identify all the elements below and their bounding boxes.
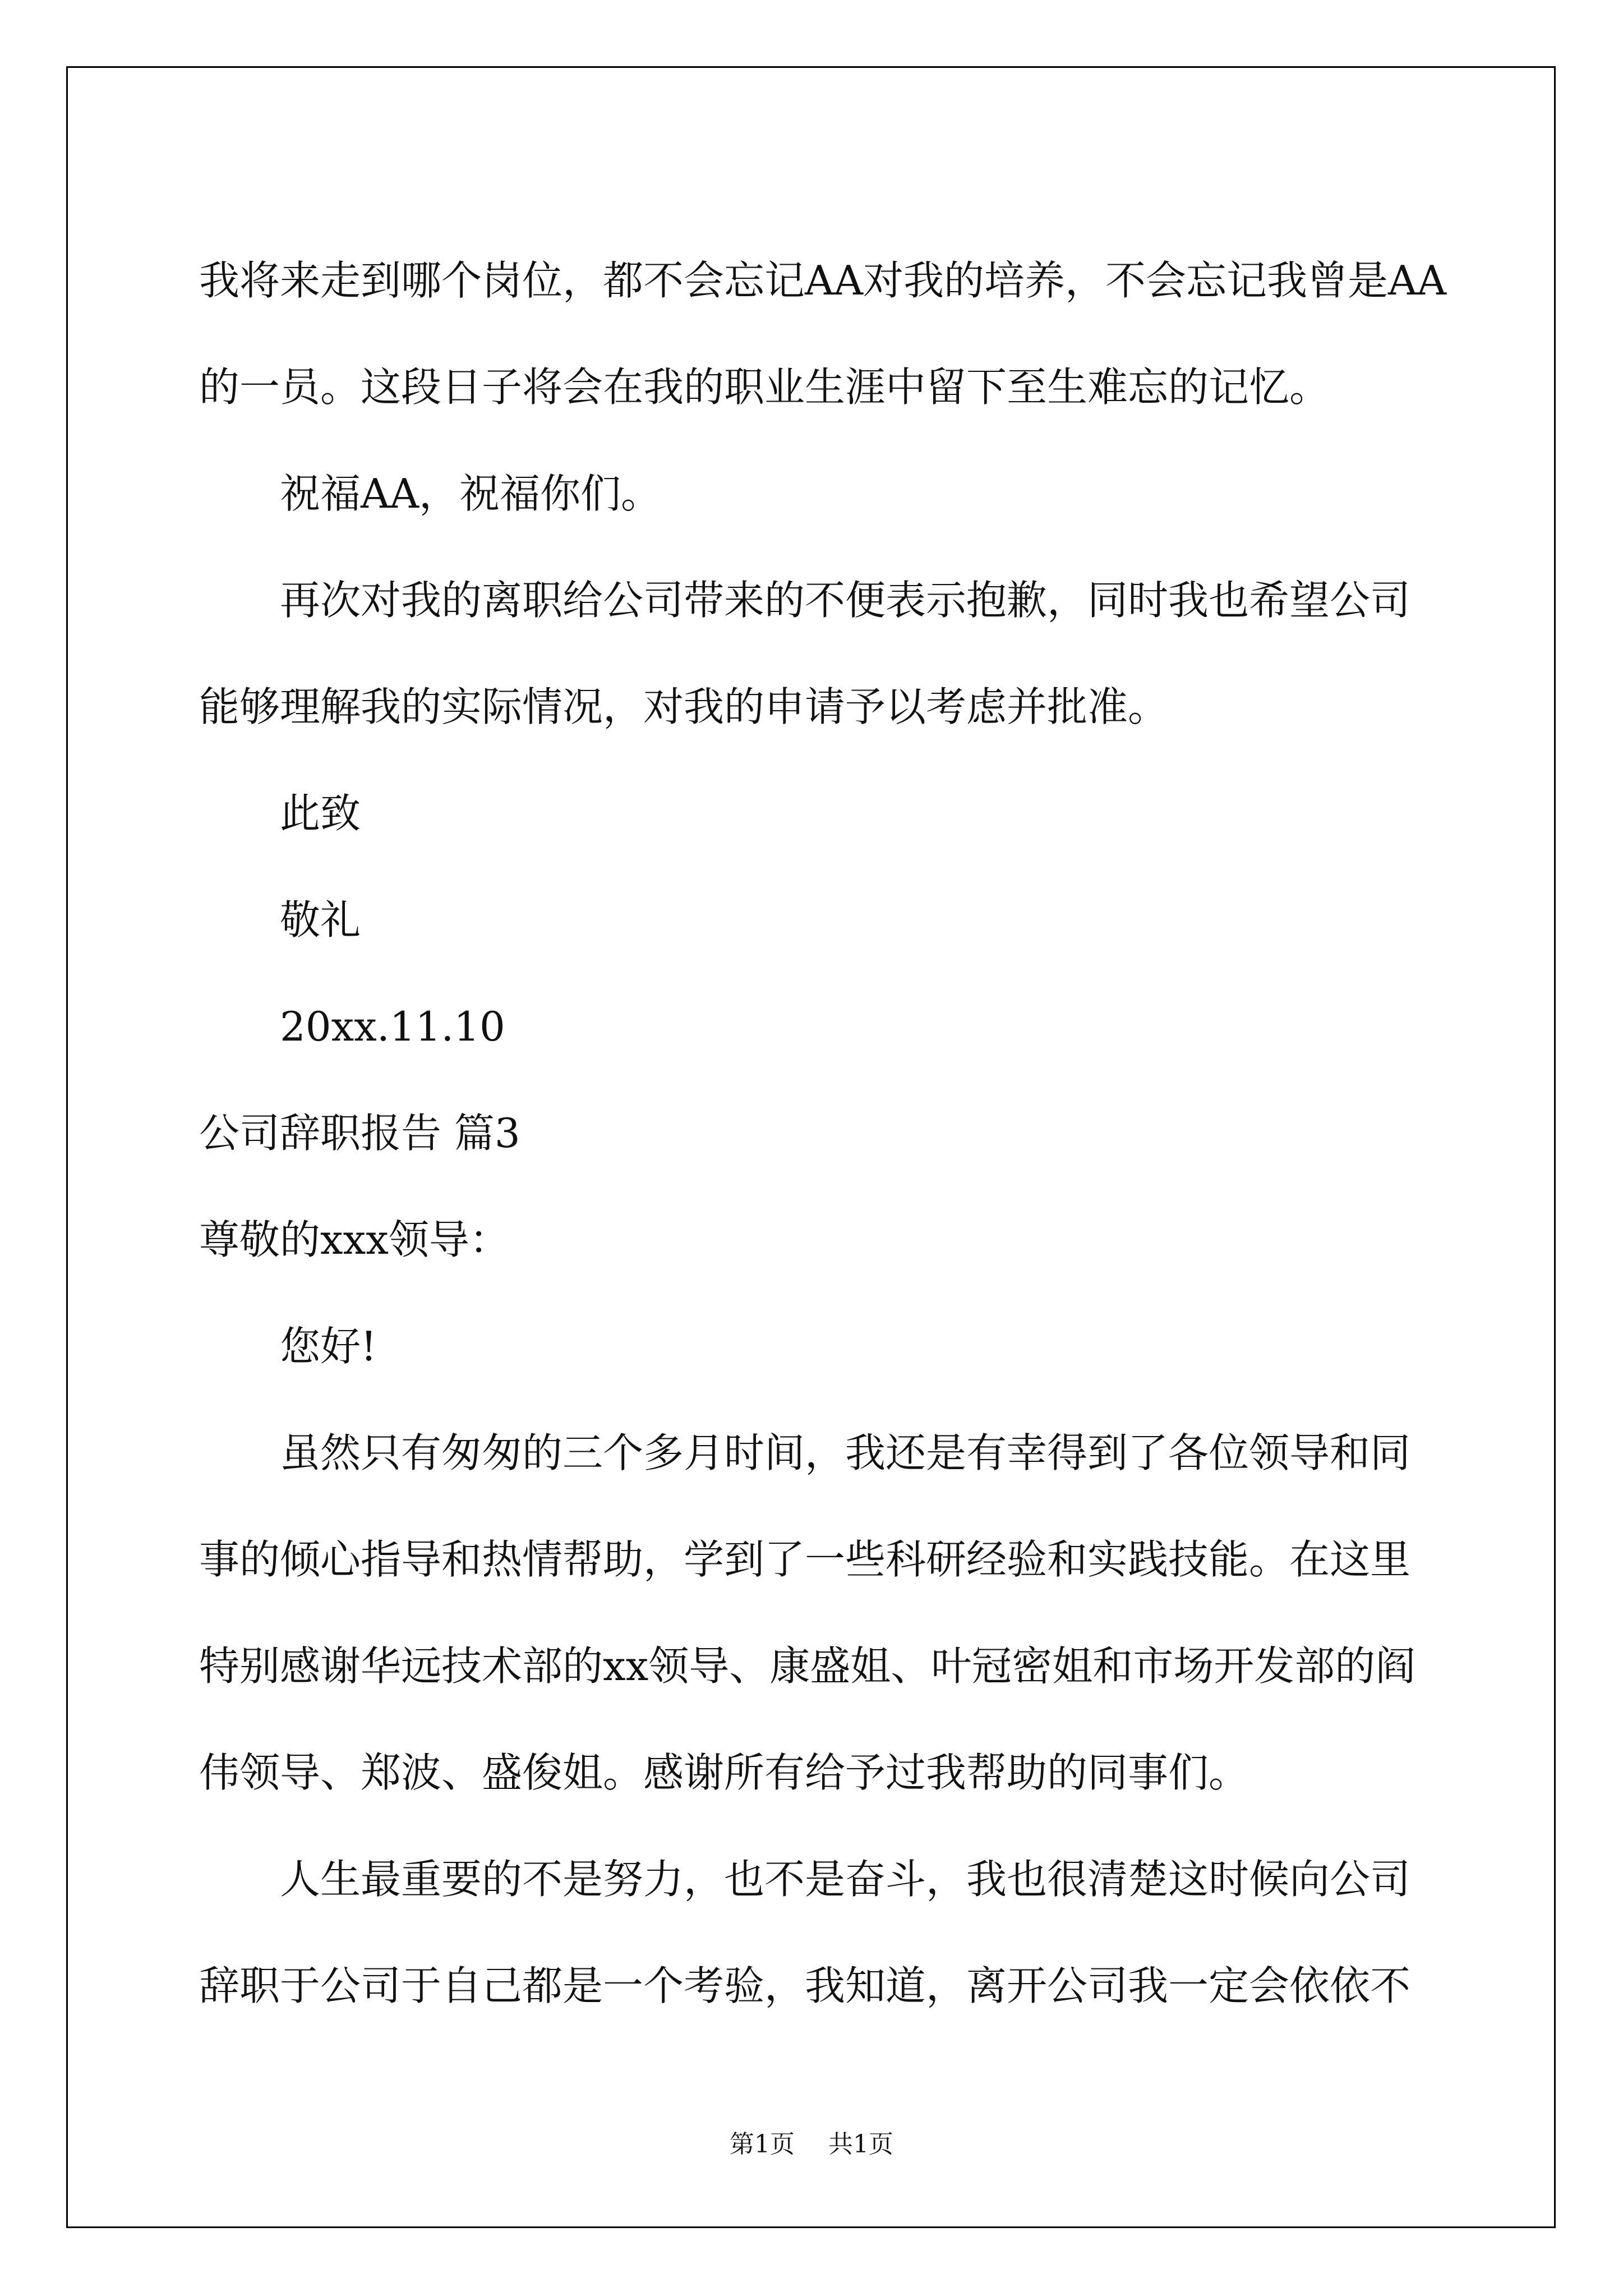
paragraph-line: 再次对我的离职给公司带来的不便表示抱歉，同时我也希望公司 — [280, 577, 1411, 624]
paragraph-line: 的一员。这段日子将会在我的职业生涯中留下至生难忘的记忆。 — [199, 364, 1330, 411]
paragraph-line: 祝福AA，祝福你们。 — [280, 470, 661, 517]
section-heading: 公司辞职报告 篇3 — [199, 1110, 520, 1157]
paragraph-line: 伟领导、郑波、盛俊姐。感谢所有给予过我帮助的同事们。 — [199, 1749, 1249, 1796]
paragraph-line: 特别感谢华远技术部的xx领导、康盛姐、叶冠密姐和市场开发部的阎 — [199, 1642, 1416, 1690]
paragraph-line: 人生最重要的不是努力，也不是奋斗，我也很清楚这时候向公司 — [280, 1856, 1411, 1903]
page-total: 共1页 — [828, 2130, 893, 2159]
paragraph-line: 虽然只有匆匆的三个多月时间，我还是有幸得到了各位领导和同 — [280, 1429, 1411, 1476]
paragraph-line: 能够理解我的实际情况，对我的申请予以考虑并批准。 — [199, 683, 1169, 730]
date-line: 20xx.11.10 — [280, 1003, 505, 1050]
greeting: 您好! — [280, 1323, 377, 1370]
closing-line: 敬礼 — [280, 896, 361, 944]
salutation: 尊敬的xxx领导： — [199, 1216, 510, 1263]
paragraph-line: 辞职于公司于自己都是一个考验，我知道，离开公司我一定会依依不 — [199, 1962, 1411, 2009]
paragraph-line: 事的倾心指导和热情帮助，学到了一些科研经验和实践技能。在这里 — [199, 1536, 1411, 1583]
page-footer — [0, 2128, 1623, 2161]
page-number: 第1页 — [730, 2130, 795, 2159]
closing-line: 此致 — [280, 790, 361, 837]
paragraph-line: 我将来走到哪个岗位，都不会忘记AA对我的培养，不会忘记我曾是AA — [199, 257, 1446, 304]
document-body — [199, 227, 1446, 2039]
